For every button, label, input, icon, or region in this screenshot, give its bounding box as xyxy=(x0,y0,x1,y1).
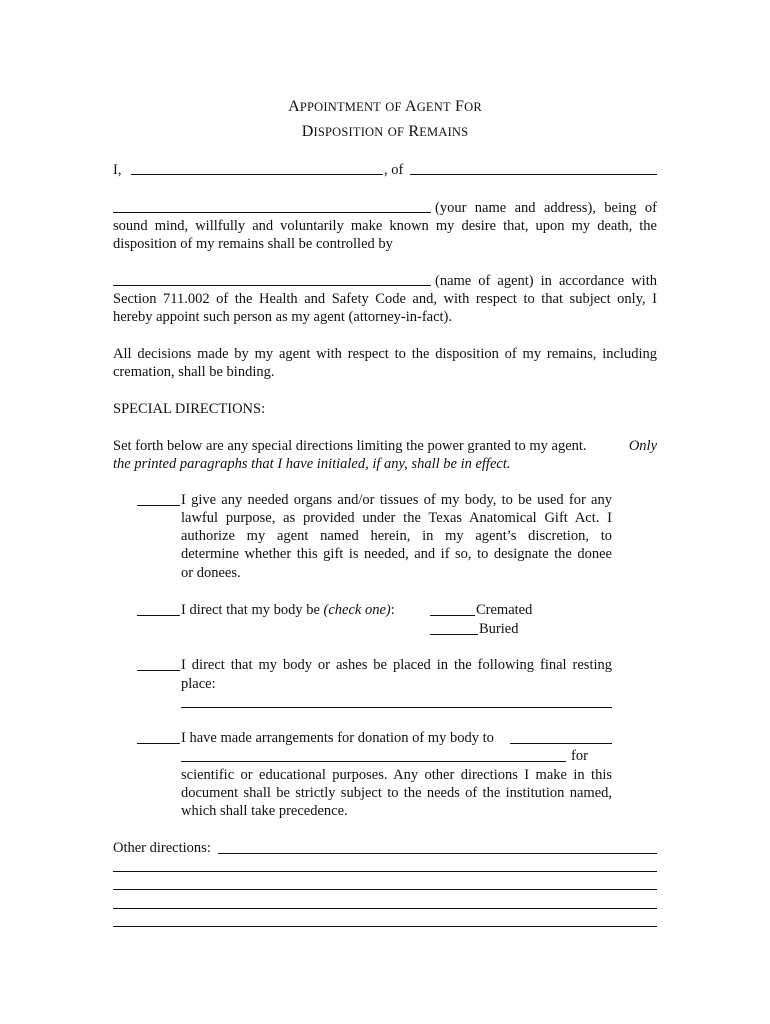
other-directions-label: Other directions: xyxy=(113,840,211,856)
initial-organs-field[interactable] xyxy=(137,505,180,506)
donation-text-line: document shall be strictly subject to the needs of the institution named, xyxy=(181,785,612,801)
title-line-1 xyxy=(0,97,770,117)
institution-field-line-2[interactable] xyxy=(181,761,566,762)
check-one-label: (check one) xyxy=(323,602,391,618)
title-text: ISPOSITION xyxy=(313,125,384,139)
organs-text-line: lawful purpose, as provided under the Texas Anatomical Gift Act. I xyxy=(181,510,612,526)
i-label: I, xyxy=(113,162,122,178)
title-text: OF xyxy=(387,125,405,139)
organs-text-line: authorize my agent named herein, in my agent’s discretion, to xyxy=(181,528,612,544)
agent-text-line: Section 711.002 of the Health and Safety Code and, with respect to that subject only, I xyxy=(113,291,657,307)
initial-resting-field[interactable] xyxy=(137,670,180,671)
name-address-label: (your name and address), being of xyxy=(435,200,657,216)
title-text: A xyxy=(288,98,300,115)
title-text: A xyxy=(404,98,417,115)
setforth-text-line xyxy=(113,437,657,455)
your-name-field[interactable] xyxy=(131,174,383,175)
resting-text-line: place: xyxy=(181,676,216,692)
cremated-option: Cremated xyxy=(476,602,533,618)
initial-donation-field[interactable] xyxy=(137,743,180,744)
setforth-italic-line xyxy=(113,455,511,473)
title-text: PPOINTMENT xyxy=(299,100,382,114)
other-directions-field-line[interactable] xyxy=(113,889,657,890)
buried-option: Buried xyxy=(479,621,519,637)
institution-field[interactable] xyxy=(510,743,612,744)
donation-text-line: I have made arrangements for donation of my body to xyxy=(181,730,494,746)
organs-text-line: I give any needed organs and/or tissues of my body, to be used for any xyxy=(181,492,612,508)
your-address-field-line-2[interactable] xyxy=(113,212,431,213)
organs-text-line: determine whether this gift is needed, and if so, to designate the donee xyxy=(181,546,612,562)
title-text: OF xyxy=(385,100,402,114)
title-text: D xyxy=(301,123,314,140)
name-of-agent-label: (name of agent) in accordance with xyxy=(435,273,657,289)
resting-place-field[interactable] xyxy=(181,707,612,708)
cremated-check-field[interactable] xyxy=(430,615,475,616)
special-directions-heading: SPECIAL DIRECTIONS: xyxy=(113,401,266,417)
buried-check-field[interactable] xyxy=(430,634,478,635)
title-text: GENT xyxy=(416,100,451,114)
other-directions-field-line[interactable] xyxy=(113,908,657,909)
intro-text-line: sound mind, willfully and voluntarily make known my desire that, upon my death, the xyxy=(113,218,657,234)
other-directions-field-line[interactable] xyxy=(113,871,657,872)
other-directions-field-line[interactable] xyxy=(113,926,657,927)
title-text: EMAINS xyxy=(419,125,469,139)
decisions-text-line: All decisions made by my agent with respect to the disposition of my remains, including xyxy=(113,346,657,362)
body-direction-text xyxy=(181,601,395,619)
title-text: F xyxy=(455,98,465,115)
title-text: R xyxy=(408,123,420,140)
donation-text-line: scientific or educational purposes. Any other directions I make in this xyxy=(181,767,612,783)
other-directions-field[interactable] xyxy=(218,853,657,854)
donation-text-line: which shall take precedence. xyxy=(181,803,348,819)
initial-body-direction-field[interactable] xyxy=(137,615,180,616)
title-line-2 xyxy=(0,122,770,142)
your-address-field[interactable] xyxy=(410,174,657,175)
for-label: for xyxy=(571,748,588,764)
colon-label: : xyxy=(390,602,395,618)
intro-text-line: disposition of my remains shall be controlled by xyxy=(113,236,393,252)
title-text: OR xyxy=(464,100,482,114)
setforth-italic-text: Only xyxy=(628,438,657,454)
decisions-text-line: cremation, shall be binding. xyxy=(113,364,275,380)
body-direction-label: I direct that my body be xyxy=(181,602,320,618)
setforth-italic-text: the printed paragraphs that I have initialed, if any, shall be in effect. xyxy=(113,456,511,472)
agent-text-line: hereby appoint such person as my agent (attorney-in-fact). xyxy=(113,309,453,325)
of-label: , of xyxy=(384,162,404,178)
agent-name-field[interactable] xyxy=(113,285,431,286)
organs-text-line: or donees. xyxy=(181,565,241,581)
setforth-text: Set forth below are any special directions limiting the power granted to my agent. xyxy=(113,438,587,454)
resting-text-line: I direct that my body or ashes be placed in the following final resting xyxy=(181,657,612,673)
